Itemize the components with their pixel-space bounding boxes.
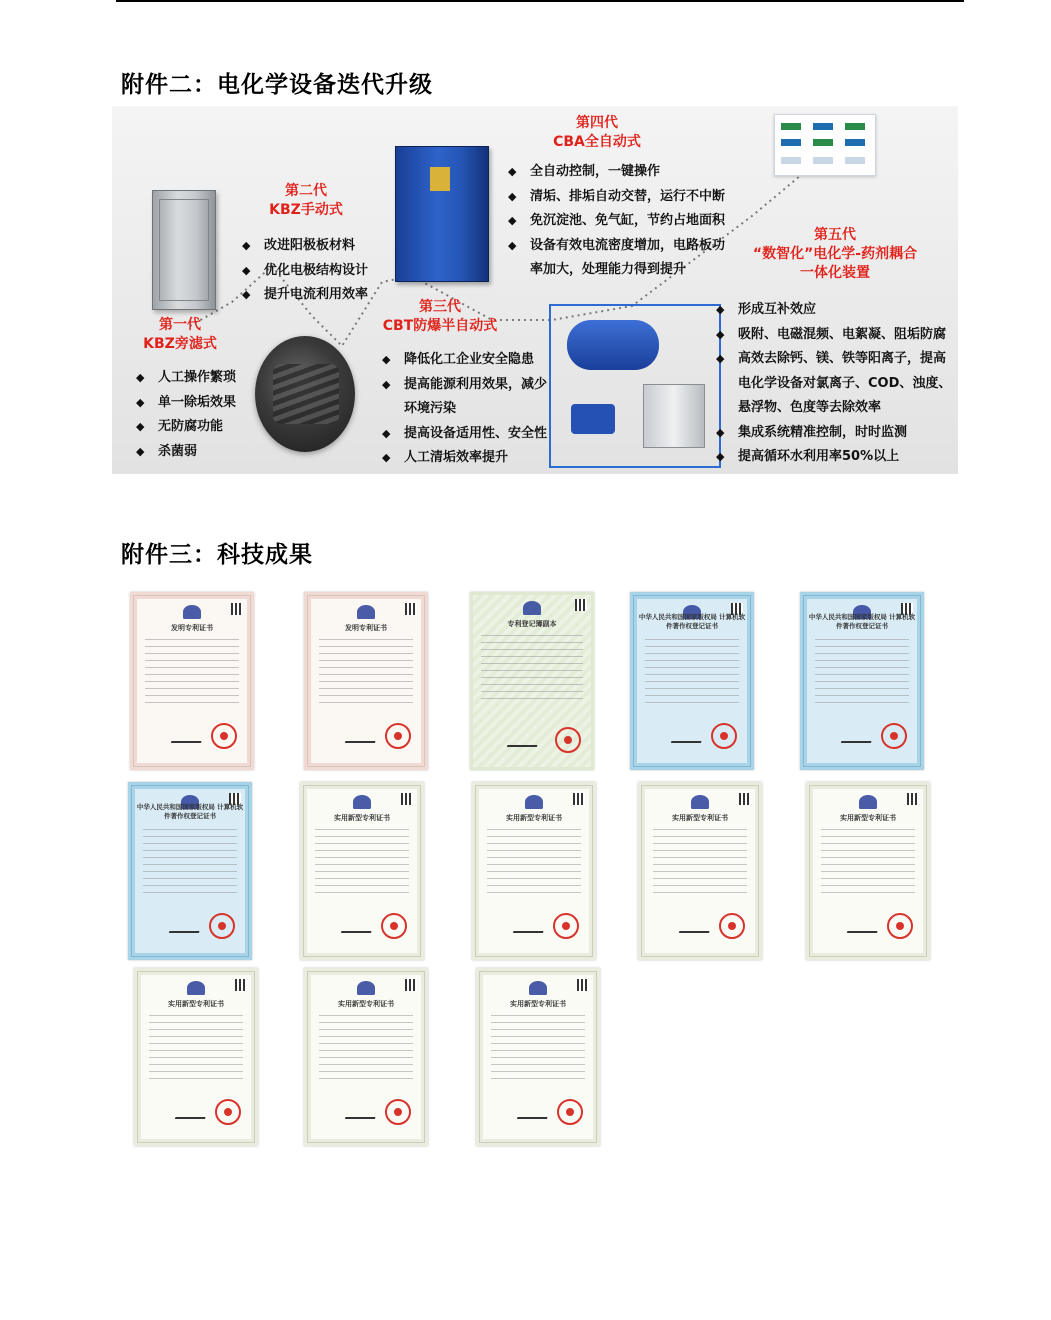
official-seal-icon [385, 1099, 411, 1125]
list-item: ◆ 免沉淀池、免气缸，节约占地面积 [508, 209, 725, 234]
cnipa-logo-icon [357, 981, 375, 995]
certificate-utility [806, 782, 930, 960]
list-item: 环境污染 [404, 401, 457, 416]
signature-icon [169, 921, 203, 933]
gen1-title: 第一代 KBZ旁滤式 [143, 317, 217, 352]
certificate-body-lines [319, 639, 413, 703]
cnipa-logo-icon [859, 795, 877, 809]
cnipa-logo-icon [357, 605, 375, 619]
certificate-title: 发明专利证书 [345, 624, 387, 632]
signature-icon [171, 731, 205, 743]
certificate-body-lines [815, 639, 909, 703]
list-item: 电化学设备对氯离子、COD、浊度、 [738, 375, 952, 391]
anode-plate-image [255, 336, 355, 452]
official-seal-icon [385, 723, 411, 749]
certificate-utility [472, 782, 596, 960]
certificate-body-lines [481, 635, 583, 699]
official-seal-icon [555, 727, 581, 753]
certificate-body-lines [145, 639, 239, 703]
signature-icon [175, 1107, 209, 1119]
certificate-copy [470, 592, 594, 770]
qr-code-icon [907, 793, 919, 805]
signature-icon [341, 921, 375, 933]
qr-code-icon [235, 979, 247, 991]
qr-code-icon [575, 599, 587, 611]
certificate-title: 实用新型专利证书 [672, 814, 728, 822]
cnipa-logo-icon [529, 981, 547, 995]
gen1-feature-list [136, 366, 236, 464]
list-item: ◆ 集成系统精准控制，时时监测 [716, 421, 951, 446]
certificate-body-lines [319, 1015, 413, 1079]
gen4-skid-equipment-image [549, 294, 717, 470]
cnipa-logo-icon [523, 601, 541, 615]
list-item: 率加大，处理能力得到提升 [530, 262, 687, 277]
list-item: ◆ 清垢、排垢自动交替，运行不中断 [508, 185, 725, 210]
list-item: ◆ 优化电极结构设计 [242, 259, 368, 284]
certificate-title: 实用新型专利证书 [168, 1000, 224, 1008]
certificate-body-lines [143, 829, 237, 893]
certificate-body-lines [821, 829, 915, 893]
certificate-software [630, 592, 754, 770]
certificate-body-lines [149, 1015, 243, 1079]
certificate-title: 实用新型专利证书 [840, 814, 896, 822]
signature-icon [517, 1107, 551, 1119]
list-item: ◆ 人工清垢效率提升 [382, 446, 547, 471]
gen5-feature-list [716, 298, 951, 470]
gen2-feature-list [242, 234, 368, 308]
official-seal-icon [215, 1099, 241, 1125]
list-item: ◆ 提升电流利用效率 [242, 283, 368, 308]
gen4-title: 第四代 CBA全自动式 [553, 115, 641, 150]
cnipa-logo-icon [187, 981, 205, 995]
certificate-body-lines [645, 639, 739, 703]
list-item: 悬浮物、色度等去除效率 [738, 400, 882, 415]
qr-code-icon [573, 793, 585, 805]
section-heading-evolution: 附件二：电化学设备迭代升级 [121, 71, 433, 98]
section-heading-achievements: 附件三：科技成果 [121, 541, 313, 568]
gen2-title: 第二代 KBZ手动式 [269, 183, 343, 218]
certificate-patent [304, 592, 428, 770]
certificate-title: 实用新型专利证书 [334, 814, 390, 822]
qr-code-icon [231, 603, 243, 615]
cnipa-logo-icon [353, 795, 371, 809]
official-seal-icon [557, 1099, 583, 1125]
list-item: ◆ 全自动控制，一键操作 [508, 160, 725, 185]
certificate-title: 实用新型专利证书 [506, 814, 562, 822]
qr-code-icon [405, 979, 417, 991]
qr-code-icon [577, 979, 589, 991]
evolution-banner [112, 106, 958, 474]
certificate-title: 发明专利证书 [171, 624, 213, 632]
official-seal-icon [711, 723, 737, 749]
official-seal-icon [719, 913, 745, 939]
cnipa-logo-icon [183, 605, 201, 619]
signature-icon [841, 731, 875, 743]
certificate-utility [300, 782, 424, 960]
list-item: ◆ 单一除垢效果 [136, 391, 236, 416]
official-seal-icon [887, 913, 913, 939]
signature-icon [671, 731, 705, 743]
certificate-title: 中华人民共和国国家版权局 计算机软件著作权登记证书 [808, 613, 916, 630]
certificate-body-lines [487, 829, 581, 893]
dashboard-screens-image [774, 114, 876, 176]
signature-icon [345, 731, 379, 743]
official-seal-icon [211, 723, 237, 749]
signature-icon [507, 735, 541, 747]
certificate-title: 实用新型专利证书 [510, 1000, 566, 1008]
list-item: ◆ 杀菌弱 [136, 440, 236, 465]
list-item: ◆ 高效去除钙、镁、铁等阳离子，提高 [716, 347, 951, 372]
gen5-title: 第五代 “数智化”电化学-药剂耦合 一体化装置 [752, 227, 918, 281]
certificate-utility [304, 968, 428, 1146]
list-item: ◆ 无防腐功能 [136, 415, 236, 440]
list-item: ◆ 降低化工企业安全隐患 [382, 348, 547, 373]
official-seal-icon [209, 913, 235, 939]
signature-icon [345, 1107, 379, 1119]
cnipa-logo-icon [525, 795, 543, 809]
certificate-utility [134, 968, 258, 1146]
list-item: ◆ 提高能源利用效果，减少 [382, 373, 547, 398]
certificate-utility [476, 968, 600, 1146]
list-item: ◆ 提高设备适用性、安全性 [382, 422, 547, 447]
official-seal-icon [381, 913, 407, 939]
top-rule [116, 0, 964, 2]
certificate-software [800, 592, 924, 770]
gen3-title: 第三代 CBT防爆半自动式 [382, 299, 498, 334]
list-item: ◆ 形成互补效应 [716, 298, 951, 323]
certificate-body-lines [491, 1015, 585, 1079]
list-item: ◆ 改进阳极板材料 [242, 234, 368, 259]
qr-code-icon [739, 793, 751, 805]
gen3-feature-list [382, 348, 547, 471]
gen1-cabinet-image [152, 190, 216, 310]
certificate-title: 中华人民共和国国家版权局 计算机软件著作权登记证书 [136, 803, 244, 820]
qr-code-icon [405, 603, 417, 615]
official-seal-icon [881, 723, 907, 749]
list-item: ◆ 提高循环水利用率50%以上 [716, 445, 951, 470]
certificate-utility [638, 782, 762, 960]
list-item: ◆ 吸附、电磁混频、电絮凝、阻垢防腐 [716, 323, 951, 348]
signature-icon [847, 921, 881, 933]
gen2-cabinet-image [395, 146, 489, 282]
certificate-body-lines [315, 829, 409, 893]
certificate-software [128, 782, 252, 960]
gen4-feature-list [508, 160, 725, 283]
list-item: ◆ 人工操作繁琐 [136, 366, 236, 391]
certificate-patent [130, 592, 254, 770]
signature-icon [679, 921, 713, 933]
official-seal-icon [553, 913, 579, 939]
cnipa-logo-icon [691, 795, 709, 809]
list-item: ◆ 设备有效电流密度增加，电路板功 [508, 234, 725, 259]
certificate-body-lines [653, 829, 747, 893]
certificate-title: 实用新型专利证书 [338, 1000, 394, 1008]
signature-icon [513, 921, 547, 933]
qr-code-icon [401, 793, 413, 805]
certificate-title: 中华人民共和国国家版权局 计算机软件著作权登记证书 [638, 613, 746, 630]
certificate-title: 专利登记簿副本 [507, 620, 557, 628]
